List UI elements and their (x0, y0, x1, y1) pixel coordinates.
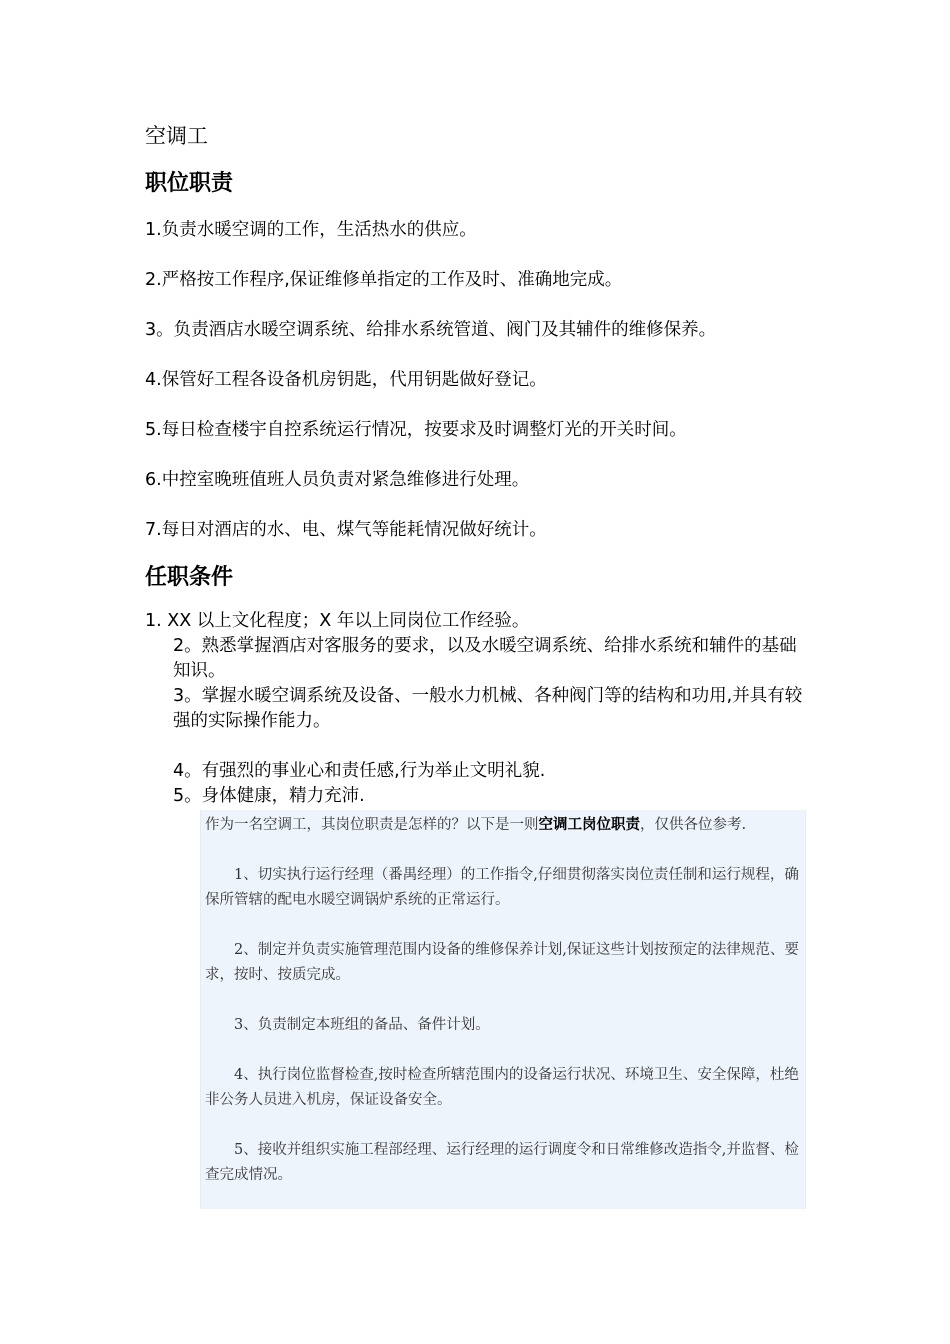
quote-intro (205, 812, 799, 838)
quote-paragraph-3: 3、负责制定本班组的备品、备件计划。 (234, 1017, 490, 1033)
requirement-item-3: 3。掌握水暖空调系统及设备、一般水力机械、各种阀门等的结构和功用,并具有较强的实际操作能力。 (173, 686, 803, 731)
requirements-list (145, 609, 815, 809)
duty-item-2: 2.严格按工作程序,保证维修单指定的工作及时、准确地完成。 (145, 270, 623, 290)
duty-item-1: 1.负责水暖空调的工作，生活热水的供应。 (145, 220, 477, 240)
requirement-item-5: 5。身体健康，精力充沛. (173, 786, 365, 806)
requirement-item-1: 1. XX 以上文化程度；X 年以上同岗位工作经验。 (145, 611, 530, 631)
quote-paragraph-2: 2、制定并负责实施管理范围内设备的维修保养计划,保证这些计划按预定的法律规范、要求，按时、按质完成。 (205, 942, 799, 983)
duty-item-4: 4.保管好工程各设备机房钥匙，代用钥匙做好登记。 (145, 370, 547, 390)
quote-paragraph-4: 4、执行岗位监督检查,按时检查所辖范围内的设备运行状况、环境卫生、安全保障，杜绝非公务人员进入机房，保证设备安全。 (205, 1067, 799, 1108)
reference-quote-box (200, 810, 806, 1209)
spacer (145, 734, 815, 759)
duties-heading: 职位职责 (145, 171, 234, 196)
quote-paragraph-1: 1、切实执行运行经理（番禺经理）的工作指令,仔细贯彻落实岗位责任制和运行规程，确保所管辖的配电水暖空调锅炉系统的正常运行。 (205, 867, 799, 908)
quote-intro-bold: 空调工岗位职责 (538, 816, 640, 833)
requirements-heading: 任职条件 (145, 565, 234, 590)
duty-item-7: 7.每日对酒店的水、电、煤气等能耗情况做好统计。 (145, 520, 547, 540)
duty-item-5: 5.每日检查楼宇自控系统运行情况，按要求及时调整灯光的开关时间。 (145, 420, 687, 440)
duty-item-6: 6.中控室晚班值班人员负责对紧急维修进行处理。 (145, 470, 530, 490)
document-title: 空调工 (145, 124, 208, 148)
requirement-item-2: 2。熟悉掌握酒店对客服务的要求，以及水暖空调系统、给排水系统和辅件的基础知识。 (173, 636, 797, 681)
quote-intro-tail: ，仅供各位参考. (640, 817, 747, 833)
duty-item-3: 3。负责酒店水暖空调系统、给排水系统管道、阀门及其辅件的维修保养。 (145, 320, 717, 340)
quote-intro-text: 作为一名空调工，其岗位职责是怎样的？以下是一则 (205, 817, 539, 833)
requirement-item-4: 4。有强烈的事业心和责任感,行为举止文明礼貌. (173, 761, 546, 781)
quote-paragraph-5: 5、接收并组织实施工程部经理、运行经理的运行调度令和日常维修改造指令,并监督、检查完成情况。 (205, 1142, 799, 1183)
